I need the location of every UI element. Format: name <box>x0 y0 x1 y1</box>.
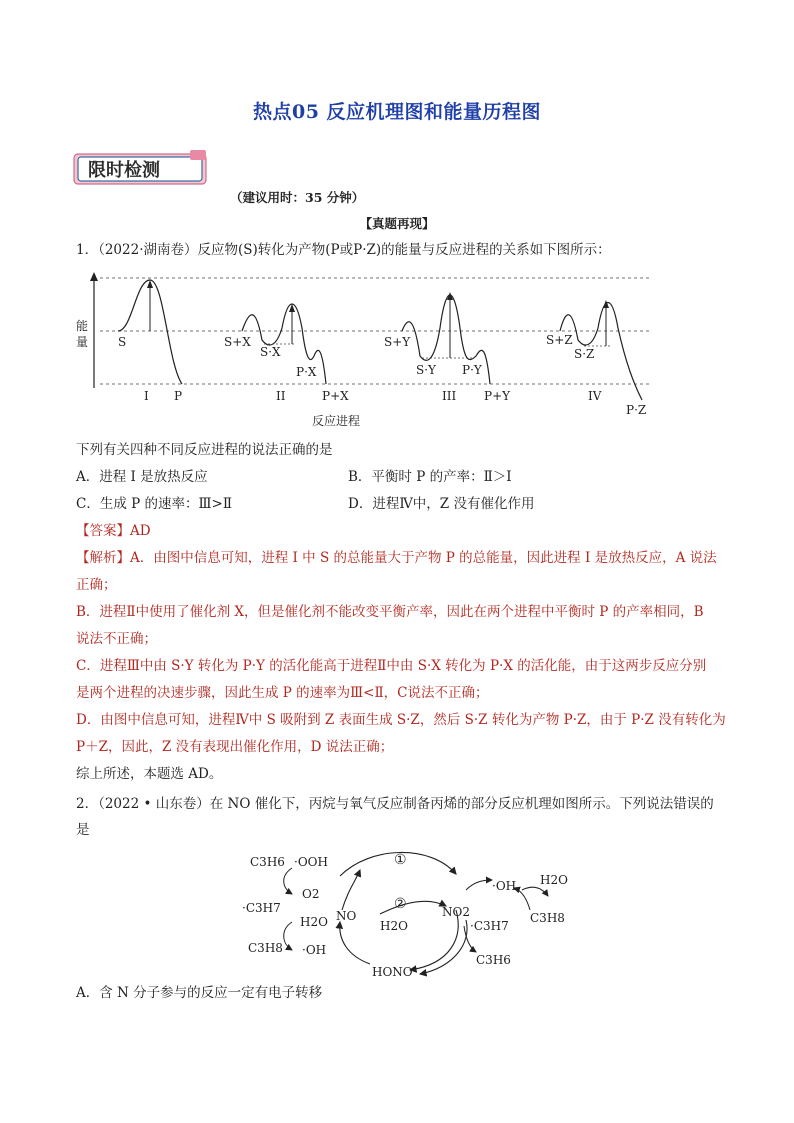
roman-II: II <box>276 389 286 403</box>
q1-summary: 综上所述，本题选 AD。 <box>76 766 223 782</box>
label-P+X: P+X <box>322 389 349 403</box>
x-axis-label: 反应进程 <box>312 414 361 428</box>
answer-value: AD <box>130 523 151 539</box>
curve-IV <box>560 303 642 401</box>
label-S-Z: S·Z <box>574 347 595 361</box>
roman-I: I <box>144 389 149 403</box>
q2-stem-line-2: 是 <box>76 822 90 838</box>
q1-analysis-line-5: C．进程Ⅲ中由 S·Y 转化为 P·Y 的活化能高于进程Ⅱ中由 S·X 转化为 P·X 的活化能，由于这两步反应分别 <box>76 658 707 674</box>
q2-option-a: A．含 N 分子参与的反应一定有电子转移 <box>76 985 323 1001</box>
svg-text:·OH: ·OH <box>492 879 517 893</box>
q1-answer <box>76 521 151 541</box>
svg-text:②: ② <box>394 896 407 912</box>
energy-profile-chart <box>70 268 670 428</box>
q1-analysis-line-8: P＋Z，因此，Z 没有表现出催化作用，D 说法正确； <box>76 739 394 755</box>
q1-analysis-line-6: 是两个进程的决速步骤，因此生成 P 的速率为Ⅲ<Ⅱ，C说法不正确； <box>76 685 489 701</box>
roman-IV: IV <box>588 389 602 403</box>
page-title: 热点05 反应机理图和能量历程图 <box>252 101 542 123</box>
q1-option-a: A．进程 I 是放热反应 <box>76 469 208 485</box>
svg-text:C3H6: C3H6 <box>476 953 511 967</box>
svg-text:C3H8: C3H8 <box>530 911 565 925</box>
label-PX: P·X <box>296 365 317 379</box>
svg-text:能: 能 <box>76 319 89 333</box>
label-S: S <box>118 335 127 349</box>
q1-stem: 1．（2022·湖南卷）反应物(S)转化为产物(P或P·Z)的能量与反应进程的关系如下图所示： <box>76 242 611 258</box>
q1-analysis-line-1: 【解析】A．由图中信息可知，进程 I 中 S 的总能量大于产物 P 的总能量，因此进程 I 是放热反应，A 说法 <box>76 550 717 566</box>
svg-text:HONO: HONO <box>372 965 413 979</box>
label-SY: S+Y <box>384 335 411 349</box>
label-S-Y: S·Y <box>416 363 436 377</box>
svg-text:·OH: ·OH <box>302 943 327 957</box>
label-PZ: P·Z <box>626 403 647 417</box>
label-SZ: S+Z <box>546 333 573 347</box>
svg-text:·C3H7: ·C3H7 <box>242 901 281 915</box>
svg-text:O2: O2 <box>302 887 320 901</box>
label-P+Y: P+Y <box>484 389 511 403</box>
q2-stem-line-1: 2．（2022 • 山东卷）在 NO 催化下，丙烷与氧气反应制备丙烯的部分反应机理如图所示。下列说法错误的 <box>76 796 714 812</box>
svg-text:NO2: NO2 <box>442 905 470 919</box>
section-heading: 【真题再现】 <box>359 216 435 231</box>
svg-text:H2O: H2O <box>380 919 408 933</box>
svg-text:C3H8: C3H8 <box>248 941 283 955</box>
svg-text:C3H6: C3H6 <box>250 855 285 869</box>
svg-text:量: 量 <box>76 335 89 349</box>
analysis-tag: 【解析】 <box>76 550 130 566</box>
y-axis-arrow <box>90 272 98 281</box>
q1-analysis-line-4: 说法不正确； <box>76 631 157 647</box>
svg-text:H2O: H2O <box>300 915 328 929</box>
svg-text:NO: NO <box>336 909 357 923</box>
q1-option-b: B．平衡时 P 的产率：Ⅱ＞I <box>348 469 512 485</box>
reaction-mechanism-diagram <box>230 840 570 980</box>
badge-text: 限时检测 <box>88 160 160 181</box>
svg-text:·C3H7: ·C3H7 <box>470 919 509 933</box>
q1-analysis-line-3: B．进程Ⅱ中使用了催化剂 X，但是催化剂不能改变平衡产率，因此在两个进程中平衡时 P 的产率相同，B <box>76 604 704 620</box>
q1-option-c: C．生成 P 的速率：Ⅲ>Ⅱ <box>76 496 233 512</box>
roman-III: III <box>442 389 457 403</box>
q1-prompt: 下列有关四种不同反应进程的说法正确的是 <box>76 442 333 458</box>
label-SX: S+X <box>224 335 251 349</box>
answer-tag: 【答案】 <box>76 523 130 539</box>
label-PY: P·Y <box>462 363 482 377</box>
svg-text:·OOH: ·OOH <box>294 855 328 869</box>
label-P: P <box>174 389 183 403</box>
q1-option-d: D．进程Ⅳ中，Z 没有催化作用 <box>348 496 535 512</box>
time-note: （建议用时：35 分钟） <box>230 190 365 205</box>
limited-test-badge <box>72 150 212 186</box>
svg-text:H2O: H2O <box>540 873 568 887</box>
q1-analysis-line-7: D．由图中信息可知，进程Ⅳ中 S 吸附到 Z 表面生成 S·Z，然后 S·Z 转化为产物 P·Z，由于 P·Z 没有转化为 <box>76 712 726 728</box>
svg-text:①: ① <box>394 852 407 868</box>
label-S-X: S·X <box>260 345 281 359</box>
q1-analysis-line-2: 正确； <box>76 577 117 593</box>
